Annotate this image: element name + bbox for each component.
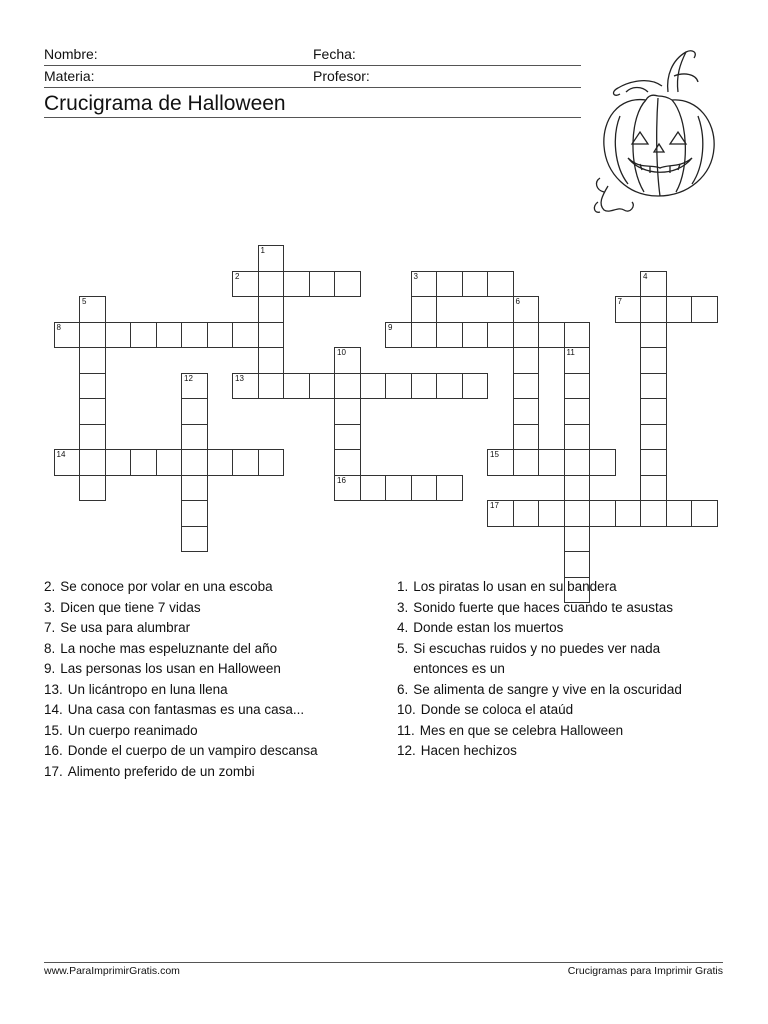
crossword-cell[interactable] (640, 398, 667, 425)
crossword-cell[interactable] (513, 373, 540, 400)
clue-number-label: 8 (56, 322, 61, 332)
title-line (44, 117, 581, 118)
crossword-cell[interactable] (105, 322, 132, 349)
crossword-cell[interactable] (691, 500, 718, 527)
crossword-cell[interactable] (513, 398, 540, 425)
crossword-cell[interactable] (615, 296, 642, 323)
crossword-cell[interactable] (181, 322, 208, 349)
clue-number-label: 12 (184, 373, 193, 383)
clue-number-label: 11 (566, 348, 575, 357)
crossword-cell[interactable] (513, 296, 540, 323)
clue-item (397, 741, 697, 762)
jack-o-lantern-icon (588, 46, 724, 216)
crossword-cell[interactable] (513, 449, 540, 476)
crossword-cell[interactable] (513, 500, 540, 527)
crossword-cell[interactable] (462, 271, 489, 298)
clue-text: Sonido fuerte que haces cuando te asustas (413, 599, 673, 615)
clue-number-label: 9 (388, 322, 393, 332)
clue-item (397, 639, 697, 680)
date-label: Fecha: (313, 46, 356, 62)
crossword-cell[interactable] (334, 398, 361, 425)
clue-text: Alimento preferido de un zombi (67, 763, 255, 779)
clue-item (44, 762, 318, 783)
crossword-cell[interactable] (79, 424, 106, 451)
crossword-cell[interactable] (564, 475, 591, 502)
clue-number-label: 17 (490, 501, 499, 510)
crossword-cell[interactable] (54, 322, 81, 349)
clue-text: La noche mas espeluznante del año (60, 640, 278, 656)
crossword-cell[interactable] (79, 296, 106, 323)
clue-item (44, 598, 318, 619)
crossword-cell[interactable] (564, 424, 591, 451)
crossword-cell[interactable] (411, 373, 438, 400)
clue-number: 3. (44, 599, 56, 615)
crossword-cell[interactable] (538, 322, 565, 349)
crossword-cell[interactable] (79, 475, 106, 502)
crossword-cell[interactable] (258, 296, 285, 323)
crossword-cell[interactable] (589, 449, 616, 476)
clue-number: 9. (44, 661, 56, 676)
crossword-cell[interactable] (130, 449, 157, 476)
crossword-cell[interactable] (232, 449, 259, 476)
clue-number-label: 13 (235, 373, 244, 383)
crossword-cell[interactable] (487, 500, 514, 527)
footer-brand: Crucigramas para Imprimir Gratis (567, 965, 723, 977)
crossword-cell[interactable] (385, 475, 412, 502)
footer-line (44, 962, 723, 963)
crossword-cell[interactable] (640, 373, 667, 400)
clue-item (397, 700, 697, 721)
crossword-cell[interactable] (79, 373, 106, 400)
crossword-cell[interactable] (564, 373, 591, 400)
name-line (44, 65, 581, 66)
crossword-cell[interactable] (181, 398, 208, 425)
name-label: Nombre: (44, 46, 98, 62)
crossword-cell[interactable] (436, 322, 463, 349)
crossword-cell[interactable] (181, 373, 208, 400)
clue-number-label: 6 (515, 297, 520, 306)
crossword-cell[interactable] (232, 271, 259, 298)
crossword-cell[interactable] (640, 322, 667, 349)
clue-number: 2. (44, 579, 56, 594)
crossword-cell[interactable] (564, 347, 591, 374)
crossword-cell[interactable] (232, 373, 259, 400)
crossword-cell[interactable] (258, 449, 285, 476)
crossword-cell[interactable] (334, 475, 361, 502)
crossword-cell[interactable] (640, 347, 667, 374)
clue-text: Hacen hechizos (420, 743, 517, 758)
crossword-cell[interactable] (411, 322, 438, 349)
crossword-cell[interactable] (666, 500, 693, 527)
clue-number-label: 3 (413, 271, 418, 281)
clue-item (44, 680, 318, 701)
clue-number: 12. (397, 743, 416, 758)
clue-text: Un licántropo en luna llena (67, 681, 228, 697)
crossword-cell[interactable] (513, 424, 540, 451)
crossword-cell[interactable] (258, 322, 285, 349)
clue-text: Donde el cuerpo de un vampiro descansa (67, 743, 318, 758)
clue-number: 8. (44, 640, 56, 656)
clue-number: 10. (397, 702, 416, 717)
crossword-cell[interactable] (334, 271, 361, 298)
crossword-cell[interactable] (691, 296, 718, 323)
clue-text: Las personas los usan en Halloween (60, 661, 281, 676)
footer-website: www.ParaImprimirGratis.com (44, 965, 180, 977)
clue-number: 14. (44, 702, 63, 717)
crossword-cell[interactable] (181, 475, 208, 502)
clue-number: 17. (44, 763, 63, 779)
crossword-cell[interactable] (232, 322, 259, 349)
clue-number: 13. (44, 681, 63, 697)
clue-item (397, 721, 697, 742)
crossword-cell[interactable] (640, 271, 667, 298)
clue-number: 5. (397, 640, 409, 656)
clue-text: Un cuerpo reanimado (67, 722, 198, 738)
crossword-cell[interactable] (640, 475, 667, 502)
clue-number-label: 14 (56, 450, 66, 459)
clue-number: 6. (397, 681, 409, 697)
clue-number-label: 1 (260, 246, 265, 255)
clue-number: 7. (44, 620, 56, 635)
crossword-cell[interactable] (258, 271, 285, 298)
crossword-cell[interactable] (258, 373, 285, 400)
crossword-cell[interactable] (538, 449, 565, 476)
crossword-cell[interactable] (411, 475, 438, 502)
clue-number: 15. (44, 722, 63, 738)
clue-text: Dicen que tiene 7 vidas (60, 599, 201, 615)
crossword-cell[interactable] (640, 296, 667, 323)
clue-item (44, 700, 318, 721)
clue-number: 16. (44, 743, 63, 758)
crossword-cell[interactable] (640, 500, 667, 527)
clue-item (397, 618, 697, 639)
clue-number: 1. (397, 579, 409, 594)
subject-line (44, 87, 581, 88)
crossword-cell[interactable] (513, 347, 540, 374)
clue-number: 11. (397, 722, 415, 738)
crossword-cell[interactable] (436, 475, 463, 502)
crossword-cell[interactable] (564, 551, 591, 578)
crossword-cell[interactable] (462, 322, 489, 349)
clue-text: Se usa para alumbrar (60, 620, 191, 635)
crossword-cell[interactable] (207, 322, 234, 349)
clue-number-label: 5 (82, 297, 87, 306)
crossword-cell[interactable] (309, 271, 336, 298)
crossword-cell[interactable] (564, 322, 591, 349)
crossword-cell[interactable] (105, 449, 132, 476)
crossword-cell[interactable] (436, 373, 463, 400)
crossword-cell[interactable] (411, 296, 438, 323)
clue-text: Donde se coloca el ataúd (420, 702, 574, 717)
clue-item (397, 598, 697, 619)
down-clues (397, 577, 697, 762)
clue-text: Se alimenta de sangre y vive en la oscuridad (413, 681, 682, 697)
clue-number-label: 4 (643, 271, 648, 281)
clue-number-label: 2 (235, 271, 240, 281)
clue-item (44, 721, 318, 742)
crossword-cell[interactable] (513, 322, 540, 349)
crossword-cell[interactable] (640, 424, 667, 451)
subject-label: Materia: (44, 68, 95, 84)
crossword-cell[interactable] (181, 526, 208, 553)
clue-item (44, 659, 318, 680)
clue-item (397, 680, 697, 701)
clue-text: Donde estan los muertos (413, 620, 564, 635)
crossword-cell[interactable] (615, 500, 642, 527)
crossword-cell[interactable] (283, 271, 310, 298)
clue-number: 3. (397, 599, 409, 615)
across-clues (44, 577, 318, 782)
crossword-cell[interactable] (462, 373, 489, 400)
clue-item (397, 577, 697, 598)
crossword-cell[interactable] (54, 449, 81, 476)
crossword-cell[interactable] (589, 500, 616, 527)
crossword-cell[interactable] (181, 424, 208, 451)
crossword-cell[interactable] (258, 347, 285, 374)
crossword-cell[interactable] (538, 500, 565, 527)
clue-item (44, 741, 318, 762)
crossword-cell[interactable] (207, 449, 234, 476)
crossword-cell[interactable] (564, 500, 591, 527)
crossword-cell[interactable] (334, 424, 361, 451)
page-title: Crucigrama de Halloween (44, 92, 286, 115)
clue-item (44, 639, 318, 660)
clue-text: Los piratas lo usan en su bandera (413, 579, 617, 594)
clue-number-label: 16 (337, 475, 346, 485)
crossword-cell[interactable] (487, 449, 514, 476)
clue-text: Se conoce por volar en una escoba (60, 579, 273, 594)
crossword-cell[interactable] (79, 449, 106, 476)
clue-number-label: 15 (490, 450, 499, 459)
crossword-cell[interactable] (258, 245, 285, 272)
clue-text: Una casa con fantasmas es una casa... (67, 702, 305, 717)
teacher-label: Profesor: (313, 68, 370, 84)
clue-number: 4. (397, 620, 409, 635)
crossword-cell[interactable] (156, 322, 183, 349)
crossword-cell[interactable] (487, 271, 514, 298)
crossword-cell[interactable] (666, 296, 693, 323)
clue-item (44, 618, 318, 639)
crossword-cell[interactable] (564, 398, 591, 425)
crossword-cell[interactable] (334, 373, 361, 400)
crossword-cell[interactable] (334, 449, 361, 476)
crossword-cell[interactable] (640, 449, 667, 476)
crossword-cell[interactable] (411, 271, 438, 298)
clue-number-label: 10 (337, 348, 346, 357)
crossword-cell[interactable] (181, 500, 208, 527)
crossword-cell[interactable] (360, 373, 387, 400)
crossword-cell[interactable] (309, 373, 336, 400)
crossword-cell[interactable] (487, 322, 514, 349)
crossword-cell[interactable] (156, 449, 183, 476)
crossword-cell[interactable] (360, 475, 387, 502)
clue-text: Si escuchas ruidos y no puedes ver nada entonces es un (413, 640, 661, 676)
crossword-cell[interactable] (385, 322, 412, 349)
crossword-cell[interactable] (79, 347, 106, 374)
crossword-cell[interactable] (79, 322, 106, 349)
clue-text: Mes en que se celebra Halloween (419, 722, 624, 738)
crossword-cell[interactable] (283, 373, 310, 400)
clue-item (44, 577, 318, 598)
crossword-cell[interactable] (564, 526, 591, 553)
clue-number-label: 7 (617, 297, 622, 306)
crossword-cell[interactable] (385, 373, 412, 400)
crossword-cell[interactable] (130, 322, 157, 349)
crossword-cell[interactable] (564, 449, 591, 476)
crossword-cell[interactable] (334, 347, 361, 374)
crossword-cell[interactable] (181, 449, 208, 476)
crossword-cell[interactable] (436, 271, 463, 298)
crossword-cell[interactable] (79, 398, 106, 425)
